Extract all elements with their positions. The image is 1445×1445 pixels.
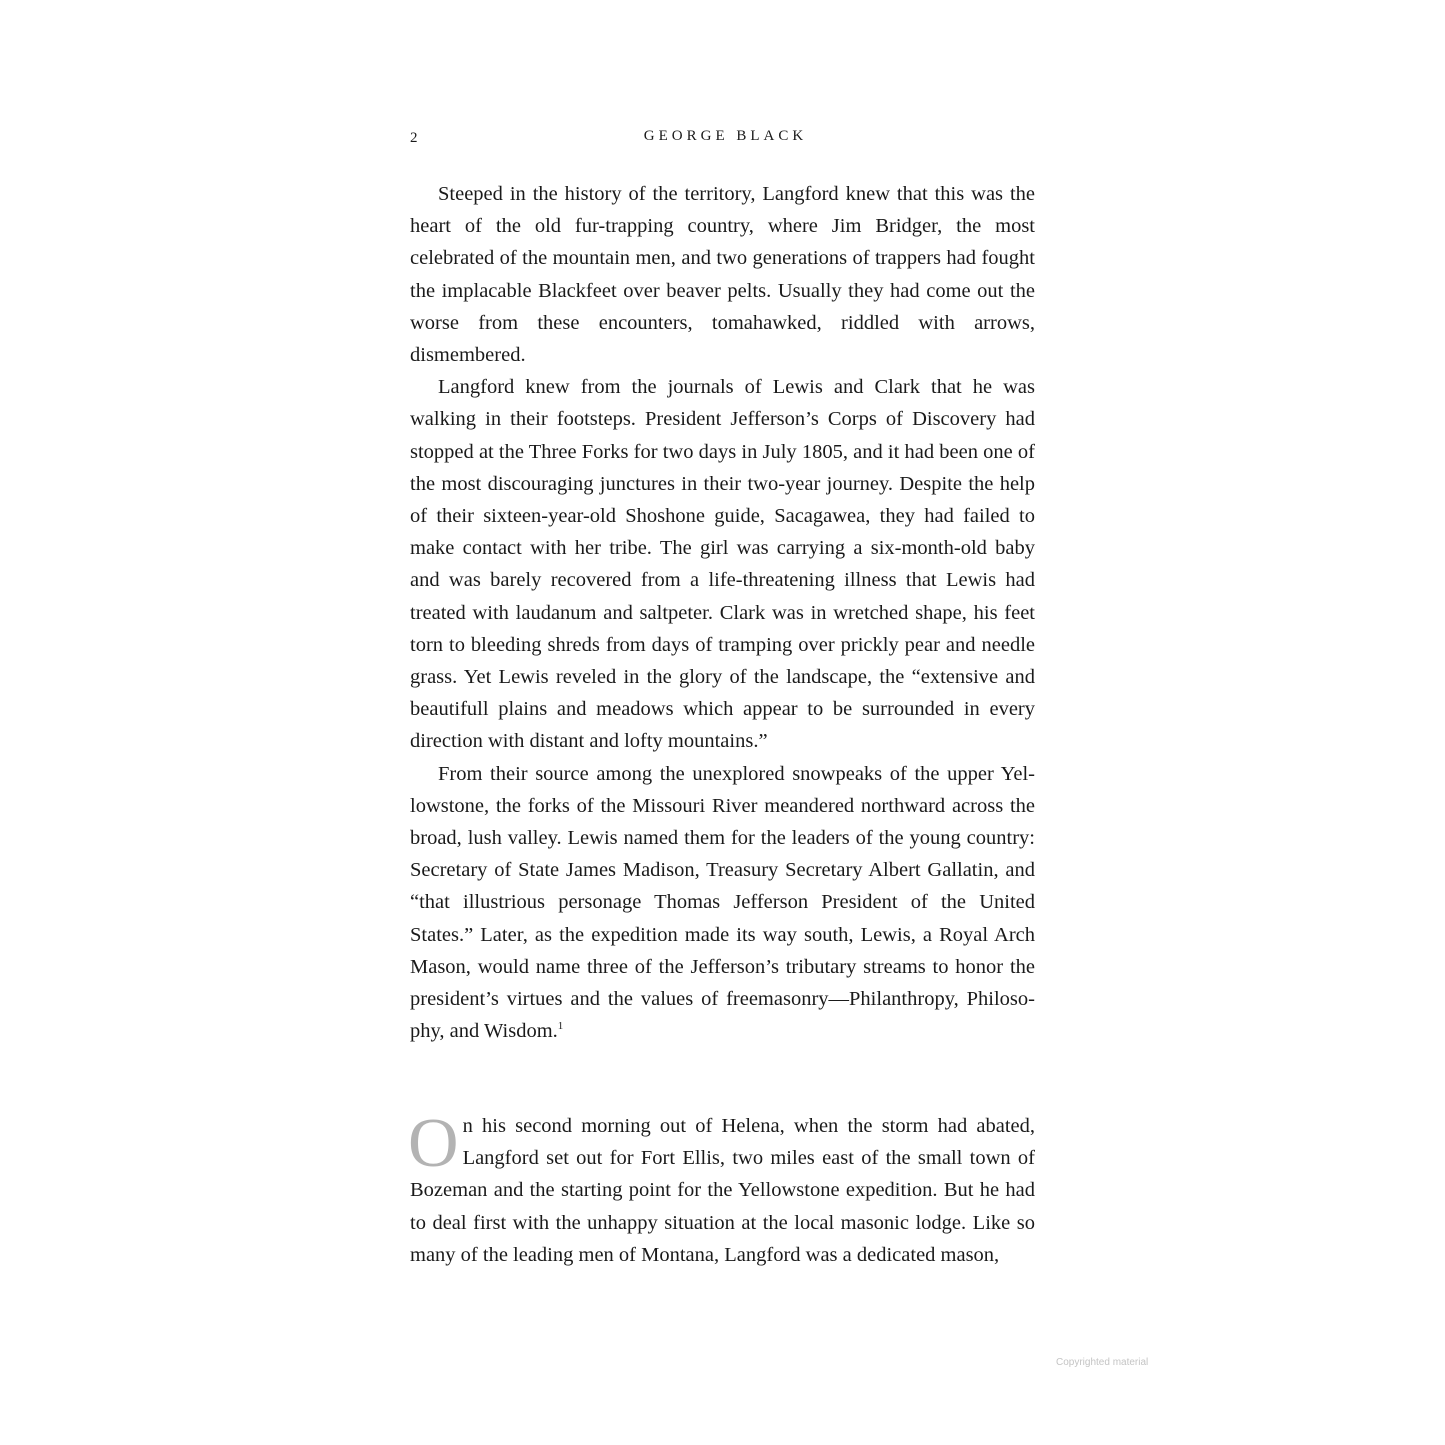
paragraph-3 <box>410 758 1035 1048</box>
copyright-watermark: Copyrighted material <box>1056 1357 1149 1368</box>
running-head <box>410 128 1035 152</box>
body-text <box>410 178 1035 1047</box>
page-number: 2 <box>410 130 418 146</box>
paragraph-2: Langford knew from the journals of Lewis and Clark that he was walking in their footsteps. President Jefferson’s Corps of Discovery had stopped at the Three Forks for two days in July 1805, and it had been one of the most discouraging junctures in their two-year journey. Despite the help of their sixteen-year-old Shoshone guide, Sacagawea, they had failed to make contact with her tribe. The girl was carrying a six-month-old baby and was barely recovered from a life-threatening illness that Lewis had treated with laudanum and saltpeter. Clark was in wretched shape, his feet torn to bleeding shreds from days of tramping over prickly pear and needle grass. Yet Lewis reveled in the glory of the landscape, the “extensive and beautifull plains and meadows which appear to be surrounded in every direction with distant and lofty mountains.” <box>410 376 1035 753</box>
section-two-text: n his second morning out of Helena, when the storm had abated, Langford set out for Fort Ellis, two miles east of the small town of Bozeman and the starting point for the Yellowstone expedition. But he had to deal first with the unhappy situation at the local masonic lodge. Like so many of the leading men of Montana, Langford was a dedicated mason, <box>410 1115 1035 1266</box>
paragraph-3-text: From their source among the unexplored snowpeaks of the upper Yellowstone, the forks of the Missouri River meandered northward across the broad, lush valley. Lewis named them for the leaders of the young country: Secretary of State James Madison, Treasury Secretary Albert Gallatin, and “that illustrious personage Thomas Jefferson President of the United States.” Later, as the expedition made its way south, Lewis, a Royal Arch Mason, would name three of the Jefferson’s tributary streams to honor the president’s virtues and the values of freemasonry—Philanthropy, Philosophy, and Wisdom. <box>410 762 1035 1043</box>
footnote-marker[interactable]: 1 <box>557 1020 564 1033</box>
drop-cap: O <box>408 1105 459 1182</box>
running-title: GEORGE BLACK <box>643 128 808 144</box>
section-two <box>408 1105 1035 1271</box>
section-two-paragraph <box>408 1105 1035 1271</box>
book-page <box>410 0 1035 1445</box>
paragraph-1: Steeped in the history of the territory, Langford knew that this was the heart of the old fur-trapping country, where Jim Bridger, the most celebrated of the mountain men, and two generations of trappers had fought the implacable Blackfeet over beaver pelts. Usually they had come out the worse from these encounters, tomahawked, riddled with arrows, dismembered. <box>410 183 1035 367</box>
